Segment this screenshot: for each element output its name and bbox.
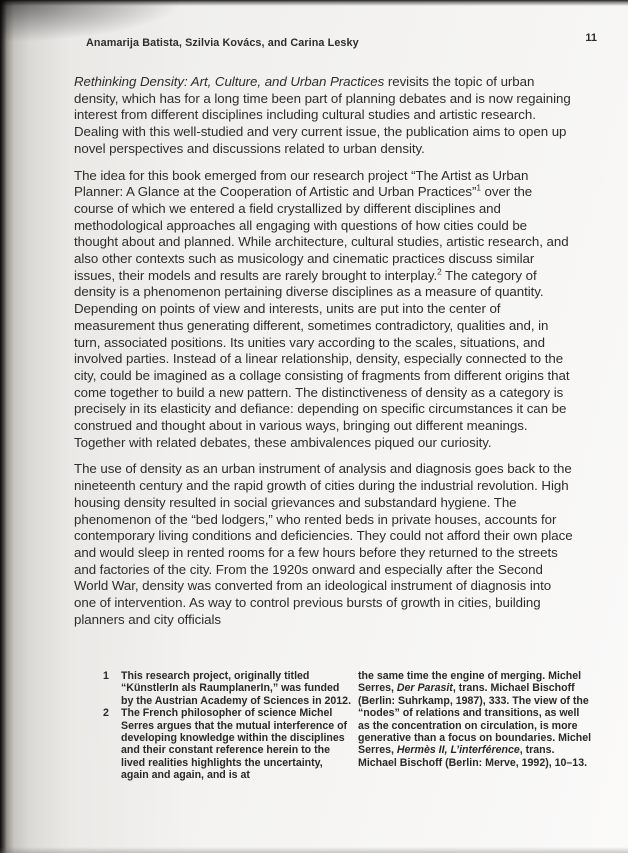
paragraph-book-idea: The idea for this book emerged from our research project “The Artist as Urban Planner: A Glance at the Cooperation of Artistic and Urban Practices”$^1$ over the course of which we entered a field crystallized by different disciplines and methodological approaches all engaging with questions of how cities could be thought about and planned. While architecture, cultural studies, artistic research, and also other contexts such as musicology and cinematic practices discuss similar issues, their models and results are rarely brought to interplay.$^2$ The category of density is a phenomenon pertaining diverse disciplines as a measure of quantity. Depending on points of view and interests, units are put into the center of measurement thus generating different, sometimes contradictory, qualities and, in turn, associated positions. Its unities vary according to the scales, situations, and involved parties. Instead of a linear relationship, density, especially connected to the city, could be imagined as a collage consisting of fragments from different origins that come together to build a new pattern. The distinctiveness of density as a category is precisely in its elasticity and defiance: depending on specific circumstances it can be construed and thought about in various ways, bringing out different meanings. Together with related debates, these ambivalences piqued our curiosity.: [74, 167, 570, 450]
page-number: 11: [585, 32, 597, 44]
running-header-authors: Anamarija Batista, Szilvia Kovács, and Carina Lesky: [86, 37, 359, 49]
body-text: [74, 74, 573, 639]
footnote-2-continuation: the same time the engine of merging. Michel Serres, Der Parasit, trans. Michael Bischoff (Berlin: Suhrkamp, 1987), 333. The view of the “nodes” of relations and transitions, as well as the concentration on circulation, is more generative than a focus on boundaries. Michel Serres, Hermès II, L’interférence, trans. Michael Bischoff (Berlin: Merve, 1992), 10–13.: [358, 670, 592, 769]
footnote-1-number: 1: [103, 670, 109, 682]
footnote-2-text: The French philosopher of science Michel Serres argues that the mutual interference of developing knowledge within the disciplines and their constant reference herein to the lived realities highlights the uncertainty, again and again, and is at: [121, 707, 348, 782]
footnote-2: [103, 707, 353, 781]
footnote-2-number: 2: [103, 707, 109, 720]
footnote-1-text: This research project, originally titled “KünstlerIn als RaumplanerIn,” was funded by the Austrian Academy of Sciences in 2012.: [121, 670, 352, 707]
paragraph-density-history: The use of density as an urban instrument of analysis and diagnosis goes back to the nineteenth century and the rapid growth of cities during the industrial revolution. High housing density resulted in social grievances and substandard hygiene. The phenomenon of the “bed lodgers,” who rented beds in private houses, accounts for contemporary living conditions and deficiencies. They could not afford their own place and would sleep in rented rooms for a few hours before they returned to the streets and factories of the city. From the 1920s onward and especially after the Second World War, density was converted from an ideological instrument of diagnosis into one of intervention. As way to control previous bursts of growth in cities, building planners and city officials: [74, 461, 573, 627]
footnote-1: [103, 670, 353, 707]
footnotes-left-column: [103, 670, 353, 782]
paragraph-intro: Rethinking Density: Art, Culture, and Urban Practices revisits the topic of urban density, which has for a long time been part of planning debates and is now regaining interest from different disciplines including cultural studies and artistic research. Dealing with this well-studied and very current issue, the publication aims to open up novel perspectives and discussions related to urban density.: [74, 74, 571, 156]
